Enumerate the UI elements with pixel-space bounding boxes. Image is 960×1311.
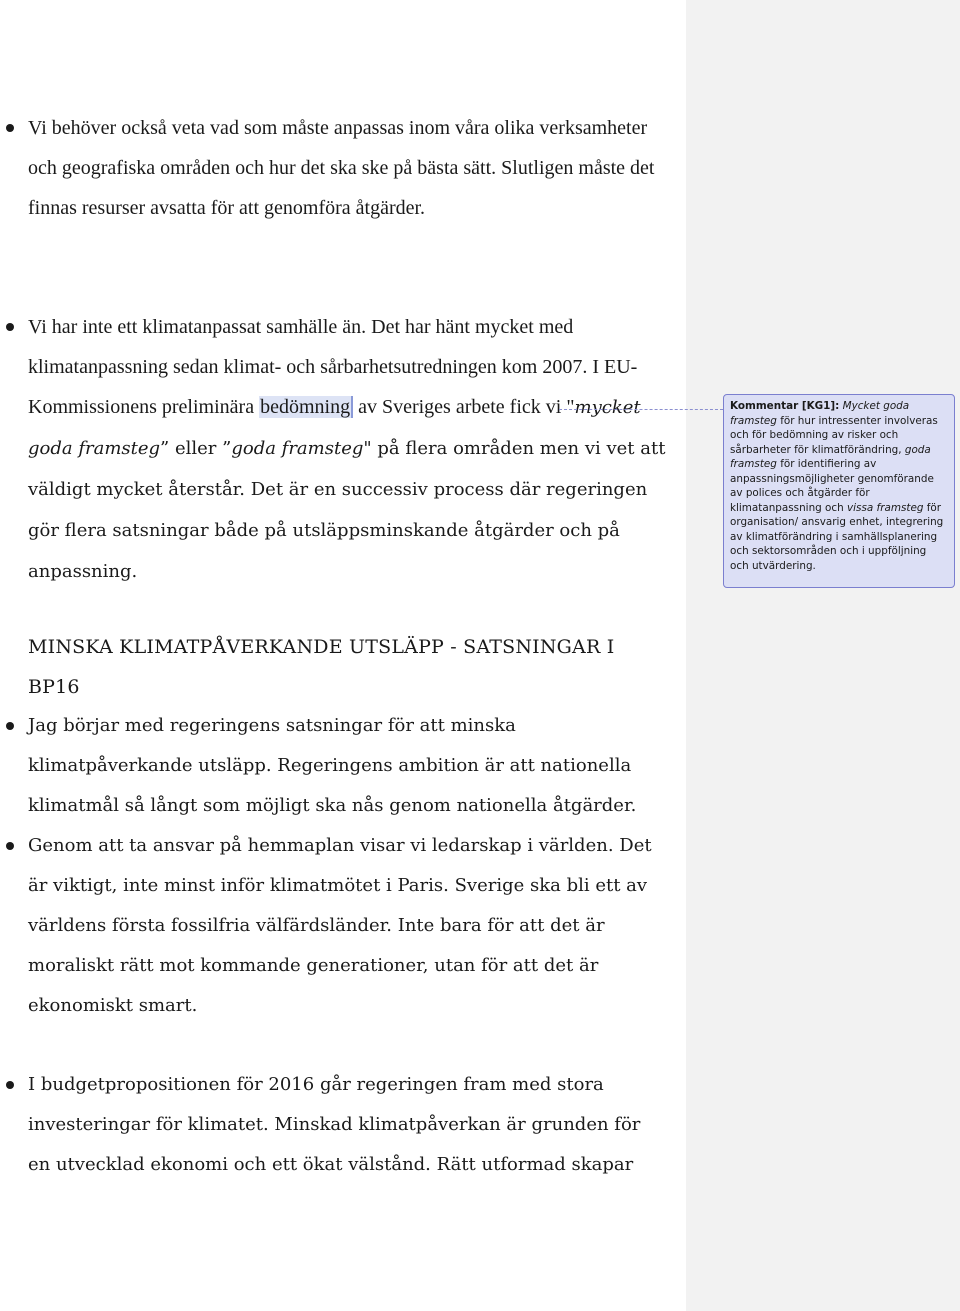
- bullet-paragraph-1: [28, 108, 668, 228]
- paragraph-text: I budgetpropositionen för 2016 går regeringen fram med stora investeringar för klimatet. Minskad klimatpåverkan är grunden för en utvecklad ekonomi och ett ökat välstånd. Rätt utformad skapar: [28, 1074, 641, 1175]
- bullet-paragraph-3: [28, 706, 668, 826]
- paragraph-text: Jag börjar med regeringens satsningar för att minska klimatpåverkande utsläpp. Regeringens ambition är att nationella klimatmål så långt som möjligt ska nås genom nationella åtgärder.: [28, 715, 637, 816]
- commented-word-highlight[interactable]: bedömning: [259, 396, 353, 418]
- comment-text-1: för hur intressenter involveras och för bedömning av risker och sårbarheter för klimatförändring,: [730, 414, 938, 456]
- paragraph-quote: ” eller ”: [160, 438, 232, 459]
- comment-text-3: för organisation/ ansvarig enhet, integrering av klimatförändring i samhällsplanering och sektorsområden och i uppföljning och utvärdering.: [730, 501, 944, 572]
- comment-balloon[interactable]: [723, 394, 955, 588]
- paragraph-text: Vi behöver också veta vad som måste anpassas inom våra olika verksamheter och geografiska områden och hur det ska ske på bästa sätt. Slutligen måste det finnas resurser avsatta för att genomföra åtgärder.: [28, 117, 655, 219]
- paragraph-text-rest: " på flera områden men vi vet att väldigt mycket återstår. Det är en successiv process där regeringen gör flera satsningar både på utsläppsminskande åtgärder och på anpassning.: [28, 438, 666, 582]
- comment-text-2: för identifiering av anpassningsmöjligheter genomförande av polices och åtgärder för klimatanpassning och: [730, 458, 934, 514]
- comment-italic-3: vissa framsteg: [847, 501, 924, 514]
- bullet-paragraph-5: [28, 1065, 668, 1185]
- comment-italic-1: Mycket goda framsteg: [730, 400, 910, 427]
- paragraph-text-serif: Vi har inte ett klimatanpassat samhälle än. Det har hänt mycket med klimatanpassning sedan klimat- och sårbarhetsutredningen kom 2007. I EU-Kommissionens preliminära: [28, 316, 638, 418]
- comment-italic-2: goda framsteg: [730, 443, 931, 470]
- paragraph-text: Genom att ta ansvar på hemmaplan visar vi ledarskap i världen. Det är viktigt, inte minst inför klimatmötet i Paris. Sverige ska bli ett av världens första fossilfria välfärdsländer. Inte bara för att det är moraliskt rätt mot kommande generationer, utan för att det är ekonomiskt smart.: [28, 835, 652, 1016]
- paragraph-italic-2: goda framsteg: [231, 438, 364, 459]
- bullet-paragraph-2: [28, 307, 668, 592]
- paragraph-italic-1: mycket goda framsteg: [28, 397, 641, 459]
- comment-margin-pane: [686, 0, 960, 1311]
- paragraph-text-serif-cont: av Sveriges arbete fick vi ": [353, 396, 575, 418]
- comment-label: Kommentar [KG1]:: [730, 400, 840, 412]
- bullet-paragraph-4: [28, 826, 668, 1026]
- section-heading: MINSKA KLIMATPÅVERKANDE UTSLÄPP - SATSNINGAR I BP16: [28, 636, 615, 698]
- comment-connector-line: [559, 409, 723, 411]
